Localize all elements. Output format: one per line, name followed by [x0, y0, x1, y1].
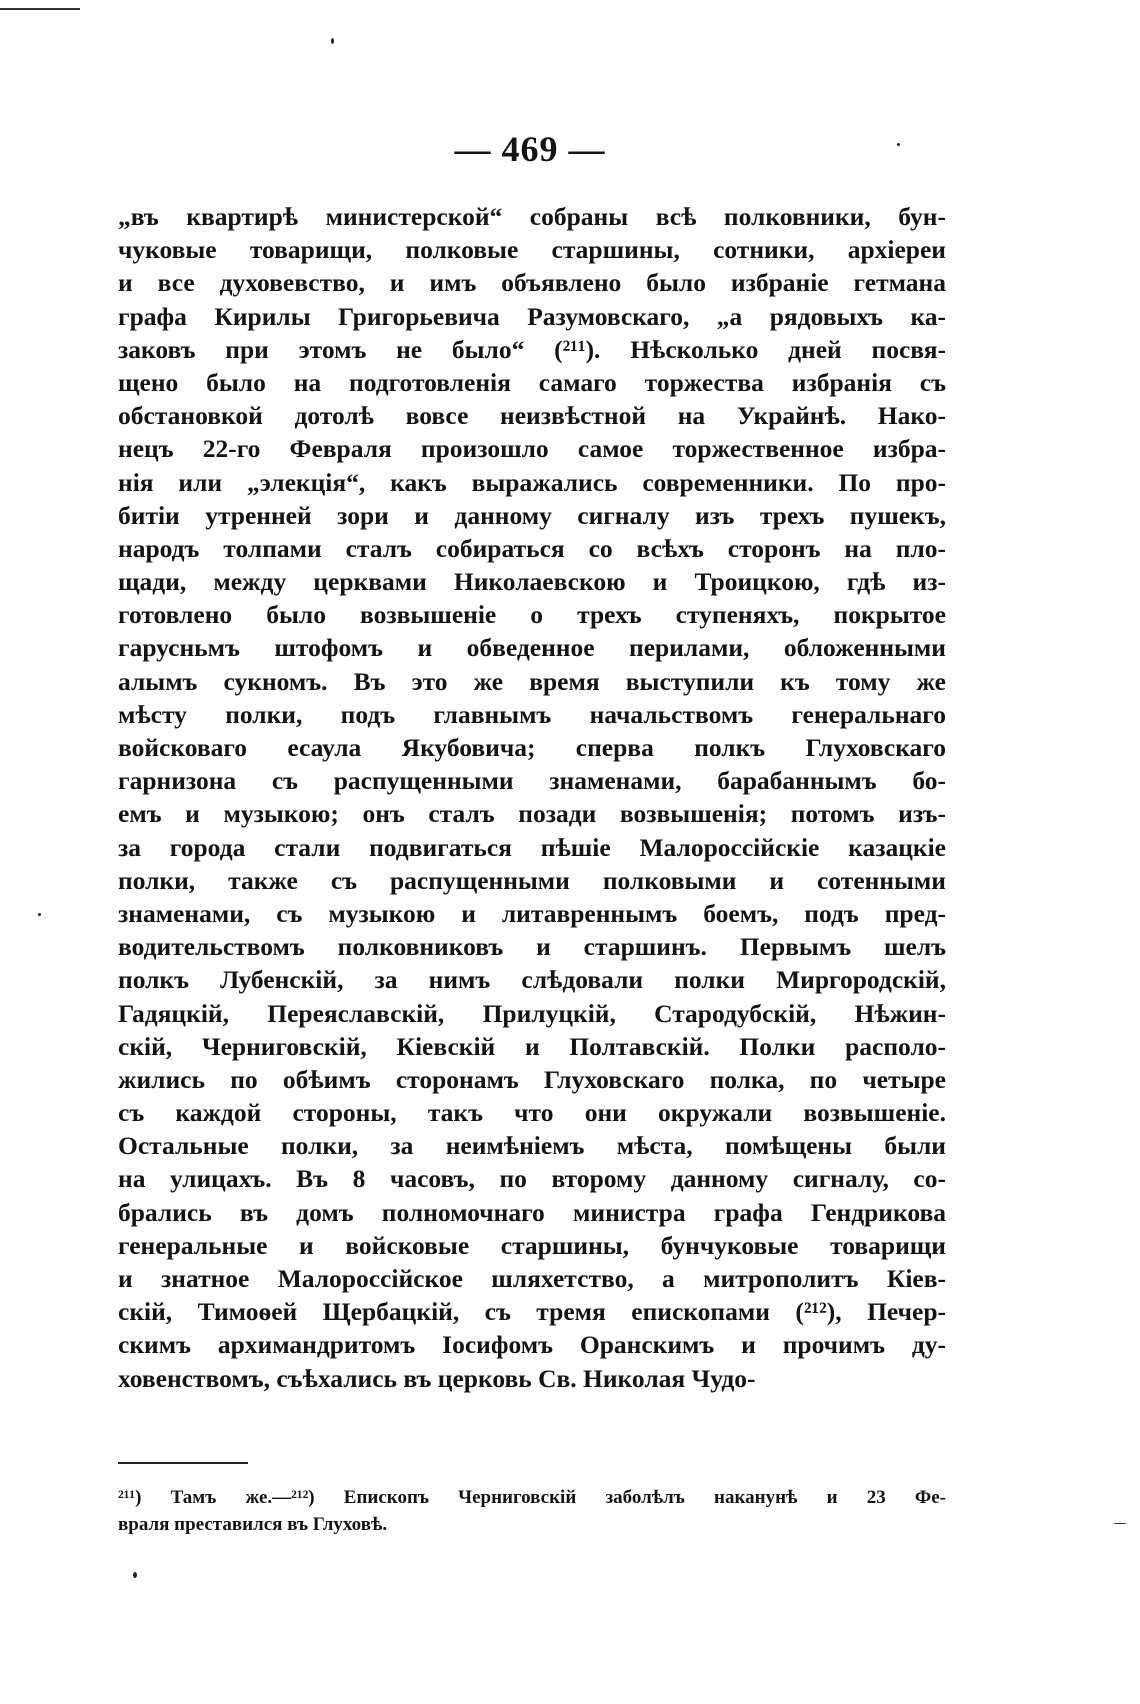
text-line: съ каждой стороны, такъ что они окружали возвышеніе.: [118, 1098, 946, 1128]
text-line: алымъ сукномъ. Въ это же время выступили къ тому же: [118, 666, 946, 696]
text-line: нецъ 22-го Февраля произошло самое торжественное избра-: [118, 434, 946, 464]
text-line: знаменами, съ музыкою и литавреннымъ боемъ, подъ пред-: [118, 898, 946, 928]
text-line: гарусньмъ штофомъ и обведенное перилами, обложенными: [118, 633, 946, 663]
text-line: „въ квартирѣ министерской“ собраны всѣ полковники, бун-: [118, 202, 946, 231]
text-line: обстановкой дотолѣ вовсе неизвѣстной на Украйнѣ. Нако-: [118, 401, 946, 431]
ink-speck: [331, 38, 334, 44]
text-line: мѣсту полки, подъ главнымъ начальствомъ генеральнаго: [118, 699, 946, 729]
text-line: Гадяцкій, Переяславскій, Прилуцкій, Стародубскій, Нѣжин-: [118, 998, 946, 1028]
page-number: — 469 —: [454, 129, 606, 169]
text-line: заковъ при этомъ не было“ (²¹¹). Нѣсколько дней посвя-: [118, 334, 946, 364]
text-line: щади, между церквами Николаевскою и Троицкою, гдѣ из-: [118, 567, 946, 597]
body-text: [118, 200, 946, 1395]
text-line: генеральные и войсковые старшины, бунчуковые товарищи: [118, 1230, 946, 1260]
text-line: ховенствомъ, съѣхались въ церковь Св. Николая Чудо-: [118, 1363, 756, 1393]
text-line: войсковаго есаула Якубовича; сперва полкъ Глуховскаго: [118, 733, 946, 762]
footnotes: [118, 1484, 946, 1538]
text-line: скимъ архимандритомъ Іосифомъ Оранскимъ и прочимъ ду-: [118, 1330, 946, 1360]
text-line: и знатное Малороссійское шляхетство, а митрополитъ Кіев-: [118, 1264, 946, 1293]
text-line: нія или „элекція“, какъ выражались современники. По про-: [118, 467, 946, 497]
text-line: за города стали подвигаться пѣшіе Малороссійскіе казацкіе: [118, 832, 946, 862]
text-line: водительствомъ полковниковъ и старшинъ. Первымъ шелъ: [118, 932, 946, 962]
text-line: скій, Черниговскій, Кіевскій и Полтавскій. Полки располо-: [118, 1031, 946, 1061]
text-line: на улицахъ. Въ 8 часовъ, по второму данному сигналу, со-: [118, 1164, 946, 1194]
corner-rule: [0, 8, 80, 10]
text-line: графа Кирилы Григорьевича Разумовскаго, „а рядовыхъ ка-: [118, 301, 946, 331]
ink-speck: [38, 913, 41, 916]
text-line: жились по обѣимъ сторонамъ Глуховскаго полка, по четыре: [118, 1064, 946, 1094]
text-line: брались въ домъ полномочнаго министра графа Гендрикова: [118, 1197, 946, 1227]
text-line: гарнизона съ распущенными знаменами, барабаннымъ бо-: [118, 766, 946, 796]
text-line: полкъ Лубенскій, за нимъ слѣдовали полки Миргородскій,: [118, 965, 946, 995]
text-line: битіи утренней зори и данному сигналу изъ трехъ пушекъ,: [118, 500, 946, 530]
ink-speck: [1113, 1523, 1127, 1524]
footnote-rule: [118, 1462, 248, 1464]
text-line: и все духовевство, и имъ объявлено было избраніе гетмана: [118, 268, 946, 298]
footnote-line: ²¹¹) Тамъ же.—²¹²) Епископъ Черниговскій заболѣлъ наканунѣ и 23 Фе-: [118, 1487, 946, 1508]
footnote-line: враля преставился въ Глуховѣ.: [118, 1514, 388, 1535]
text-line: емъ и музыкою; онъ сталъ позади возвышенія; потомъ изъ-: [118, 799, 946, 829]
ink-speck: [133, 1572, 137, 1578]
text-line: скій, Тимоѳей Щербацкій, съ тремя епископами (²¹²), Печер-: [118, 1297, 946, 1327]
text-line: Остальные полки, за неимѣніемъ мѣста, помѣщены были: [118, 1131, 946, 1161]
text-line: полки, также съ распущенными полковыми и сотенными: [118, 865, 946, 895]
text-line: щено было на подготовленія самаго торжества избранія съ: [118, 367, 946, 397]
text-line: народъ толпами сталъ собираться со всѣхъ сторонъ на пло-: [118, 533, 946, 563]
text-line: чуковые товарищи, полковые старшины, сотники, архіереи: [118, 235, 946, 265]
text-line: готовлено было возвышеніе о трехъ ступеняхъ, покрытое: [118, 600, 946, 630]
